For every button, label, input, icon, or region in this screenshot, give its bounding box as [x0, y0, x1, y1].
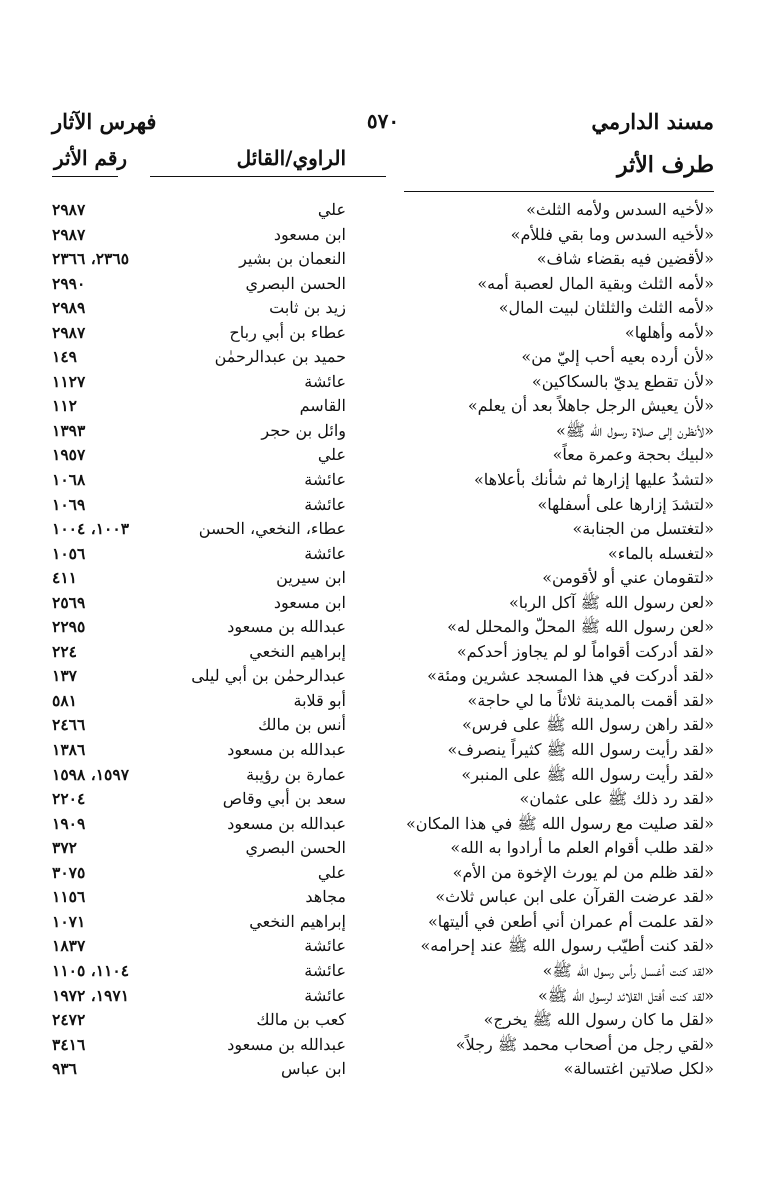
athar-number: ٢٩٨٧	[52, 224, 86, 244]
table-row	[52, 787, 714, 812]
table-row	[52, 738, 714, 763]
athar-excerpt: «لأن تقطع يديّ بالسكاكين»	[531, 371, 714, 391]
table-row	[52, 1033, 714, 1058]
table-row	[52, 542, 714, 567]
athar-number: ١٠٦٨	[52, 470, 86, 490]
athar-excerpt: «لقد طلب أقوام العلم ما أرادوا به الله»	[450, 838, 714, 858]
table-row	[52, 321, 714, 346]
athar-number: ٢٢٠٤	[52, 789, 86, 809]
running-header	[52, 104, 714, 138]
narrator-name: عطاء، النخعي، الحسن	[198, 519, 346, 539]
athar-number: ٣٤١٦	[52, 1034, 86, 1054]
athar-excerpt: «لقد كنت أغسل رأس رسول الله ﷺ»	[542, 960, 714, 980]
narrator-name: حميد بن عبدالرحمٰن	[214, 347, 346, 367]
table-row	[52, 223, 714, 248]
athar-number: ٣٧٢	[52, 838, 77, 858]
narrator-name: مجاهد	[305, 887, 346, 907]
narrator-name: النعمان بن بشير	[239, 249, 346, 269]
narrator-name: عائشة	[304, 543, 346, 563]
athar-number: ٢٩٨٧	[52, 200, 86, 219]
athar-excerpt: «لأقضين فيه بقضاء شاف»	[536, 249, 714, 269]
athar-number: ١٠٠٣، ١٠٠٤	[52, 519, 130, 539]
narrator-name: عطاء بن أبي رباح	[229, 322, 346, 342]
athar-excerpt: «لتغتسل من الجنابة»	[572, 519, 714, 539]
book-title: مسند الدارمي	[591, 108, 714, 134]
table-row	[52, 591, 714, 616]
athar-excerpt: «لقد صليت مع رسول الله ﷺ في هذا المكان»	[406, 813, 714, 833]
athar-excerpt: «لأنظرن إلى صلاة رسول الله ﷺ»	[555, 420, 714, 440]
index-table	[52, 198, 714, 1082]
athar-number: ٩٣٦	[52, 1059, 77, 1079]
athar-number: ١١٢٧	[52, 371, 86, 391]
narrator-name: عائشة	[304, 470, 346, 490]
athar-excerpt: «لقد أدركت أقواماً لو لم يجاوز أحدكم»	[456, 641, 714, 661]
athar-excerpt: «لأخيه السدس ولأمه الثلث»	[526, 200, 714, 219]
table-row	[52, 566, 714, 591]
table-row	[52, 296, 714, 321]
athar-number: ١١٥٦	[52, 887, 86, 907]
athar-excerpt: «لقد رأيت رسول الله ﷺ كثيراً ينصرف»	[447, 740, 714, 760]
narrator-name: ابن عباس	[281, 1059, 346, 1079]
athar-excerpt: «لعن رسول الله ﷺ المحلّ والمحلل له»	[447, 617, 714, 637]
athar-number: ٢٣٦٥، ٢٣٦٦	[52, 249, 130, 269]
athar-number: ٢٩٩٠	[52, 273, 86, 293]
narrator-name: عائشة	[304, 371, 346, 391]
header-underline-narrator	[150, 176, 386, 177]
table-row	[52, 615, 714, 640]
athar-excerpt: «لأن أرده بعيه أحب إليّ من»	[521, 347, 714, 367]
athar-number: ١٠٦٩	[52, 494, 86, 514]
table-row	[52, 861, 714, 886]
table-row	[52, 247, 714, 272]
athar-excerpt: «لقد راهن رسول الله ﷺ على فرس»	[462, 715, 714, 735]
athar-excerpt: «لأمه الثلث والثلثان لبيت المال»	[498, 298, 714, 318]
table-row	[52, 689, 714, 714]
narrator-name: ابن سيرين	[276, 568, 346, 588]
table-row	[52, 934, 714, 959]
narrator-name: أبو قلابة	[293, 690, 346, 710]
header-underline-number	[52, 176, 118, 177]
athar-number: ١١٢	[52, 396, 77, 416]
athar-number: ٢٢٤	[52, 641, 77, 661]
athar-excerpt: «لقد رد ذلك ﷺ على عثمان»	[519, 789, 714, 809]
athar-excerpt: «لقد عرضت القرآن على ابن عباس ثلاث»	[435, 887, 714, 907]
athar-number: ١٩٥٧	[52, 445, 86, 465]
table-row	[52, 713, 714, 738]
narrator-name: وائل بن حجر	[261, 420, 346, 440]
narrator-name: القاسم	[299, 396, 346, 416]
narrator-name: علي	[317, 200, 346, 219]
athar-excerpt: «لبيك بحجة وعمرة معاً»	[552, 445, 714, 465]
table-row	[52, 198, 714, 223]
athar-excerpt: «لتغسله بالماء»	[607, 543, 714, 563]
section-title: فهرس الآثار	[52, 108, 157, 134]
athar-excerpt: «لأمه وأهلها»	[624, 322, 714, 342]
athar-number: ٢٩٨٩	[52, 298, 86, 318]
athar-excerpt: «لتشدُ عليها إزارها ثم شأنك بأعلاها»	[473, 470, 714, 490]
table-row	[52, 836, 714, 861]
narrator-name: عائشة	[304, 985, 346, 1005]
table-row	[52, 468, 714, 493]
table-row	[52, 885, 714, 910]
table-row	[52, 1008, 714, 1033]
narrator-name: عبدالله بن مسعود	[227, 740, 346, 760]
athar-excerpt: «لتشدَ إزارها على أسفلها»	[537, 494, 714, 514]
athar-number: ٤١١	[52, 568, 77, 588]
column-header-athar: طرف الأثر	[616, 152, 714, 178]
athar-excerpt: «لأمه الثلث وبقية المال لعصبة أمه»	[477, 273, 714, 293]
narrator-name: الحسن البصري	[245, 838, 346, 858]
table-row	[52, 763, 714, 788]
athar-excerpt: «لقل ما كان رسول الله ﷺ يخرج»	[483, 1010, 714, 1030]
athar-excerpt: «لقد علمت أم عمران أني أطعن في أليتها»	[427, 911, 714, 931]
table-row	[52, 419, 714, 444]
narrator-name: عائشة	[304, 960, 346, 980]
table-row	[52, 443, 714, 468]
page-number: ٥٧٠	[366, 109, 400, 133]
table-row	[52, 272, 714, 297]
table-row	[52, 984, 714, 1009]
athar-number: ٢٤٧٢	[52, 1010, 86, 1030]
athar-number: ١٨٣٧	[52, 936, 86, 956]
athar-number: ١٠٧١	[52, 911, 86, 931]
table-row	[52, 640, 714, 665]
narrator-name: عبدالله بن مسعود	[227, 813, 346, 833]
athar-number: ٢٢٩٥	[52, 617, 86, 637]
table-row	[52, 910, 714, 935]
column-headers	[52, 146, 714, 186]
table-row	[52, 1057, 714, 1082]
athar-excerpt: «لقي رجل من أصحاب محمد ﷺ رجلاً»	[455, 1034, 714, 1054]
narrator-name: عائشة	[304, 494, 346, 514]
narrator-name: سعد بن أبي وقاص	[222, 789, 346, 809]
athar-number: ١٣٧	[52, 666, 77, 686]
athar-excerpt: «لقد رأيت رسول الله ﷺ على المنبر»	[461, 764, 714, 784]
narrator-name: الحسن البصري	[245, 273, 346, 293]
narrator-name: إبراهيم النخعي	[249, 911, 346, 931]
athar-excerpt: «لقد كنت أطيّب رسول الله ﷺ عند إحرامه»	[420, 936, 714, 956]
athar-number: ١٠٥٦	[52, 543, 86, 563]
athar-excerpt: «لتقومان عني أو لأقومن»	[542, 568, 714, 588]
athar-number: ١١٠٤، ١١٠٥	[52, 960, 130, 980]
athar-number: ١٣٩٣	[52, 420, 86, 440]
narrator-name: عبدالرحمٰن بن أبي ليلى	[191, 666, 346, 686]
table-row	[52, 394, 714, 419]
narrator-name: عائشة	[304, 936, 346, 956]
athar-number: ٢٥٦٩	[52, 592, 86, 612]
header-underline-athar	[404, 191, 714, 192]
athar-number: ٢٤٦٦	[52, 715, 86, 735]
athar-number: ١٩٠٩	[52, 813, 86, 833]
athar-number: ٥٨١	[52, 690, 77, 710]
table-row	[52, 517, 714, 542]
narrator-name: علي	[317, 445, 346, 465]
table-row	[52, 664, 714, 689]
athar-excerpt: «لعن رسول الله ﷺ آكل الربا»	[509, 592, 714, 612]
column-header-number: رقم الأثر	[54, 146, 128, 170]
narrator-name: إبراهيم النخعي	[249, 641, 346, 661]
athar-excerpt: «لأن يعيش الرجل جاهلاً بعد أن يعلم»	[467, 396, 714, 416]
table-row	[52, 493, 714, 518]
athar-number: ١٥٩٧، ١٥٩٨	[52, 764, 130, 784]
athar-excerpt: «لأخيه السدس وما بقي فللأم»	[510, 224, 714, 244]
narrator-name: ابن مسعود	[273, 592, 346, 612]
athar-number: ١٣٨٦	[52, 740, 86, 760]
athar-excerpt: «لقد أدركت في هذا المسجد عشرين ومئة»	[427, 666, 714, 686]
athar-number: ٣٠٧٥	[52, 862, 86, 882]
table-row	[52, 345, 714, 370]
narrator-name: ابن مسعود	[273, 224, 346, 244]
narrator-name: علي	[317, 862, 346, 882]
column-header-narrator: الراوي/القائل	[236, 146, 346, 170]
narrator-name: عمارة بن رؤيبة	[246, 764, 346, 784]
athar-excerpt: «لكل صلاتين اغتسالة»	[563, 1059, 714, 1079]
athar-excerpt: «لقد كنت أفتل القلائد لرسول الله ﷺ»	[538, 985, 714, 1005]
athar-number: ١٤٩	[52, 347, 77, 367]
athar-number: ١٩٧١، ١٩٧٢	[52, 985, 130, 1005]
narrator-name: عبدالله بن مسعود	[227, 1034, 346, 1054]
narrator-name: كعب بن مالك	[256, 1010, 346, 1030]
narrator-name: أنس بن مالك	[258, 715, 346, 735]
narrator-name: عبدالله بن مسعود	[227, 617, 346, 637]
table-row	[52, 370, 714, 395]
athar-excerpt: «لقد أقمت بالمدينة ثلاثاً ما لي حاجة»	[467, 690, 714, 710]
athar-number: ٢٩٨٧	[52, 322, 86, 342]
table-row	[52, 812, 714, 837]
narrator-name: زيد بن ثابت	[269, 298, 346, 318]
athar-excerpt: «لقد ظلم من لم يورث الإخوة من الأم»	[452, 862, 714, 882]
table-row	[52, 959, 714, 984]
